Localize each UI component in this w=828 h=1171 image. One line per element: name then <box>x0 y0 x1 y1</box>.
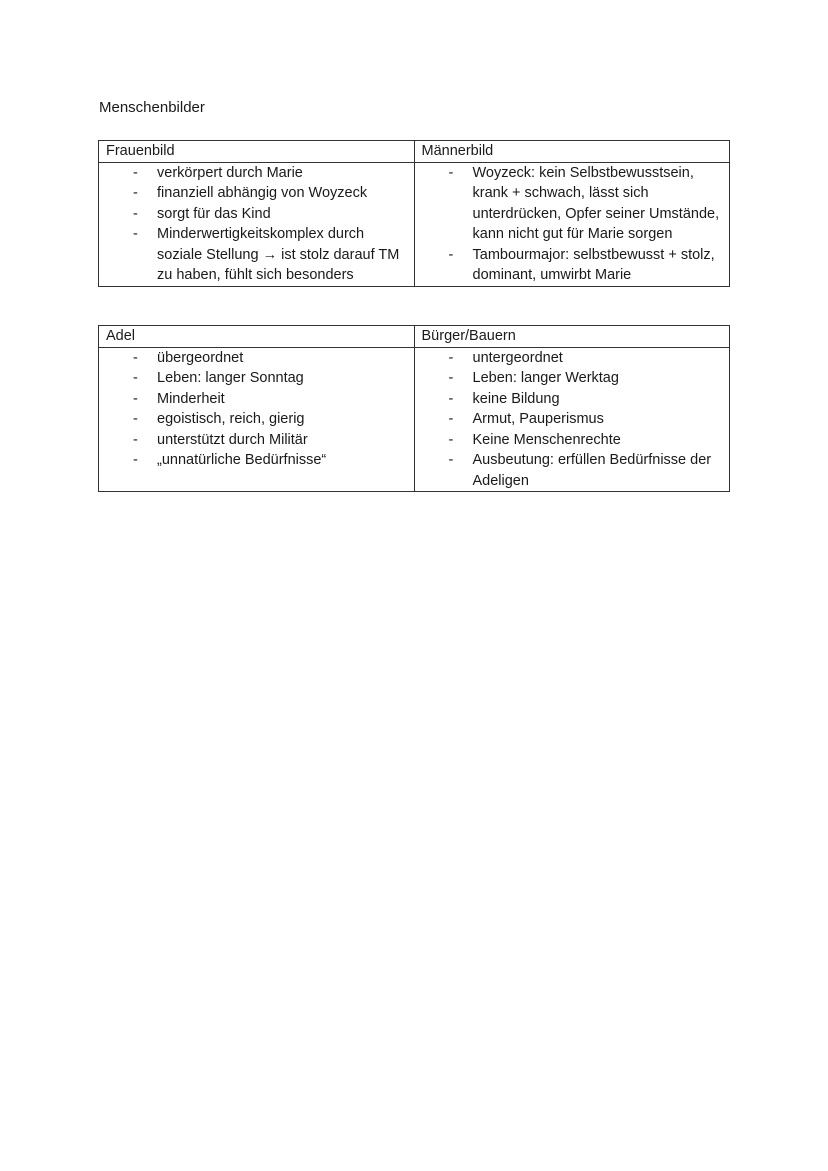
list-item <box>106 163 407 184</box>
bullet-dash: - <box>133 349 138 366</box>
list-item <box>106 409 407 430</box>
list-item <box>422 409 723 430</box>
bullet-dash: - <box>133 390 138 407</box>
bullet-dash: - <box>448 370 454 386</box>
list-item-text: Armut, Pauperismus <box>472 411 604 427</box>
bullet-list <box>106 348 414 471</box>
list-item-text: „unnatürliche Bedürfnisse“ <box>157 452 327 468</box>
bullet-dash: - <box>448 349 454 366</box>
list-item-text: Tambourmajor: selbstbewusst + stolz, dominant, umwirbt Marie <box>472 246 715 283</box>
list-item <box>422 368 723 389</box>
list-item <box>106 224 407 286</box>
bullet-dash: - <box>133 431 138 448</box>
list-item-text: sorgt für das Kind <box>157 205 271 222</box>
bullet-dash: - <box>448 164 454 181</box>
bullet-list <box>106 163 414 286</box>
list-item-text: Minderheit <box>157 390 225 407</box>
bullet-dash: - <box>133 205 138 222</box>
frauenbild-cell <box>99 162 415 286</box>
bullet-list <box>422 163 730 286</box>
list-item <box>422 348 723 369</box>
list-item-text: Minderwertigkeitskomplex durch soziale Stellung → ist stolz darauf TM zu haben, fühlt sich besonders <box>157 226 400 283</box>
list-item <box>106 183 407 204</box>
bullet-dash: - <box>133 411 138 427</box>
list-item-text: Woyzeck: kein Selbstbewusstsein, krank + schwach, lässt sich unterdrücken, Opfer seiner Umstände, kann nicht gut für Marie sorgen <box>472 164 720 242</box>
bullet-dash: - <box>448 411 454 427</box>
list-item-text: Leben: langer Werktag <box>472 370 619 386</box>
list-item <box>422 389 723 410</box>
maennerbild-cell <box>414 162 730 286</box>
list-item <box>106 348 407 369</box>
bullet-list <box>422 348 730 492</box>
bullet-dash: - <box>448 246 454 263</box>
list-item-text: unterstützt durch Militär <box>157 431 308 448</box>
bullet-dash: - <box>133 370 138 386</box>
header-frauenbild: Frauenbild <box>99 141 415 163</box>
list-item <box>422 430 723 451</box>
list-item <box>106 389 407 410</box>
list-item <box>422 245 723 286</box>
list-item-text: Leben: langer Sonntag <box>157 370 304 386</box>
list-item-text: keine Bildung <box>472 390 560 407</box>
header-maennerbild: Männerbild <box>414 141 730 163</box>
list-item <box>106 430 407 451</box>
bullet-dash: - <box>448 452 454 468</box>
list-item <box>422 450 723 491</box>
frauen-maenner-table <box>98 140 730 287</box>
list-item <box>422 163 723 245</box>
list-item-text: übergeordnet <box>157 349 244 366</box>
list-item-text: egoistisch, reich, gierig <box>157 411 305 427</box>
list-item-text: verkörpert durch Marie <box>157 164 303 181</box>
bullet-dash: - <box>133 452 138 468</box>
bullet-dash: - <box>133 164 138 181</box>
bullet-dash: - <box>448 390 454 407</box>
bullet-dash: - <box>133 226 138 242</box>
list-item <box>106 368 407 389</box>
list-item-text: untergeordnet <box>472 349 563 366</box>
list-item-text: Keine Menschenrechte <box>472 431 621 448</box>
adel-buerger-table <box>98 325 730 492</box>
bullet-dash: - <box>133 185 138 201</box>
header-adel: Adel <box>99 326 415 348</box>
list-item-text: finanziell abhängig von Woyzeck <box>157 185 368 201</box>
page-title: Menschenbilder <box>99 99 205 116</box>
list-item <box>106 450 407 471</box>
adel-cell <box>99 347 415 492</box>
header-buerger-bauern: Bürger/Bauern <box>414 326 730 348</box>
bullet-dash: - <box>448 431 454 448</box>
buerger-bauern-cell <box>414 347 730 492</box>
list-item <box>106 204 407 225</box>
list-item-text: Ausbeutung: erfüllen Bedürfnisse der Adeligen <box>472 452 712 489</box>
